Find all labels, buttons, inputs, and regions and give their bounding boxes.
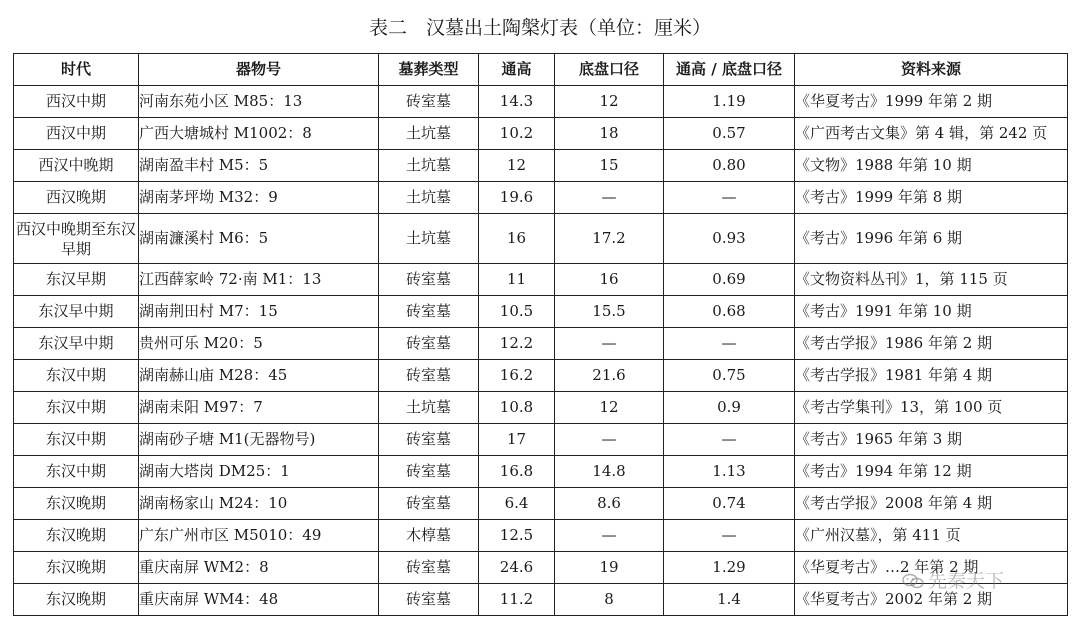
cell-ratio: 1.13 [664, 456, 795, 488]
cell-height: 24.6 [479, 552, 555, 584]
cell-source: 《考古》1996 年第 6 期 [795, 214, 1068, 264]
cell-tomb-type: 砖室墓 [379, 264, 479, 296]
pottery-lamp-table [13, 53, 1068, 616]
cell-source: 《考古学报》1981 年第 4 期 [795, 360, 1068, 392]
cell-artifact: 贵州可乐 M20：5 [139, 328, 379, 360]
table-title: 表二 汉墓出土陶槃灯表（单位：厘米） [368, 17, 711, 39]
cell-source: 《考古》1991 年第 10 期 [795, 296, 1068, 328]
cell-tomb-type: 砖室墓 [379, 360, 479, 392]
cell-ratio: 1.29 [664, 552, 795, 584]
cell-height: 10.2 [479, 118, 555, 150]
cell-tomb-type: 砖室墓 [379, 584, 479, 616]
cell-source: 《考古》1999 年第 8 期 [795, 182, 1068, 214]
cell-height: 11 [479, 264, 555, 296]
cell-artifact: 湖南荆田村 M7：15 [139, 296, 379, 328]
cell-ratio: — [664, 182, 795, 214]
cell-tomb-type: 砖室墓 [379, 86, 479, 118]
cell-height: 16.2 [479, 360, 555, 392]
cell-era: 西汉中晚期至东汉早期 [14, 214, 139, 264]
cell-era: 西汉晚期 [14, 182, 139, 214]
table-row [14, 118, 1068, 150]
cell-source: 《考古学报》1986 年第 2 期 [795, 328, 1068, 360]
cell-era: 东汉晚期 [14, 552, 139, 584]
cell-era: 东汉中期 [14, 424, 139, 456]
table-row [14, 552, 1068, 584]
cell-artifact: 湖南大塔岗 DM25：1 [139, 456, 379, 488]
cell-diameter: 12 [555, 392, 664, 424]
cell-source: 《考古学集刊》13，第 100 页 [795, 392, 1068, 424]
header-artifact-number: 器物号 [139, 54, 379, 86]
cell-ratio: 0.9 [664, 392, 795, 424]
cell-ratio: — [664, 328, 795, 360]
cell-ratio: 0.68 [664, 296, 795, 328]
cell-diameter: 19 [555, 552, 664, 584]
cell-diameter: 8.6 [555, 488, 664, 520]
cell-height: 12 [479, 150, 555, 182]
table-row [14, 182, 1068, 214]
cell-diameter: — [555, 424, 664, 456]
table-row [14, 328, 1068, 360]
cell-tomb-type: 砖室墓 [379, 424, 479, 456]
cell-height: 10.8 [479, 392, 555, 424]
cell-source: 《广西考古文集》第 4 辑，第 242 页 [795, 118, 1068, 150]
cell-ratio: 0.93 [664, 214, 795, 264]
cell-diameter: — [555, 520, 664, 552]
cell-artifact: 江西薛家岭 72·南 M1：13 [139, 264, 379, 296]
cell-artifact: 重庆南屏 WM2：8 [139, 552, 379, 584]
cell-diameter: — [555, 328, 664, 360]
cell-ratio: 1.19 [664, 86, 795, 118]
cell-ratio: 0.69 [664, 264, 795, 296]
cell-artifact: 湖南杨家山 M24：10 [139, 488, 379, 520]
table-row [14, 264, 1068, 296]
cell-diameter: 12 [555, 86, 664, 118]
cell-tomb-type: 木椁墓 [379, 520, 479, 552]
table-row [14, 86, 1068, 118]
header-era: 时代 [14, 54, 139, 86]
cell-era: 东汉晚期 [14, 488, 139, 520]
cell-ratio: 0.75 [664, 360, 795, 392]
cell-artifact: 河南东苑小区 M85：13 [139, 86, 379, 118]
cell-diameter: — [555, 182, 664, 214]
cell-diameter: 14.8 [555, 456, 664, 488]
cell-tomb-type: 土坑墓 [379, 182, 479, 214]
cell-source: 《文物》1988 年第 10 期 [795, 150, 1068, 182]
cell-height: 17 [479, 424, 555, 456]
cell-tomb-type: 砖室墓 [379, 552, 479, 584]
cell-diameter: 8 [555, 584, 664, 616]
cell-era: 东汉早中期 [14, 328, 139, 360]
cell-tomb-type: 土坑墓 [379, 392, 479, 424]
table-row [14, 488, 1068, 520]
cell-ratio: 0.80 [664, 150, 795, 182]
cell-diameter: 15 [555, 150, 664, 182]
cell-ratio: — [664, 520, 795, 552]
cell-era: 西汉中晚期 [14, 150, 139, 182]
cell-source: 《华夏考古》2002 年第 2 期 [795, 584, 1068, 616]
cell-source: 《华夏考古》…2 年第 2 期 [795, 552, 1068, 584]
cell-ratio: 0.74 [664, 488, 795, 520]
cell-source: 《考古学报》2008 年第 4 期 [795, 488, 1068, 520]
cell-height: 16.8 [479, 456, 555, 488]
cell-source: 《广州汉墓》，第 411 页 [795, 520, 1068, 552]
cell-diameter: 15.5 [555, 296, 664, 328]
table-row [14, 584, 1068, 616]
cell-height: 14.3 [479, 86, 555, 118]
cell-artifact: 湖南赫山庙 M28：45 [139, 360, 379, 392]
cell-diameter: 18 [555, 118, 664, 150]
cell-diameter: 16 [555, 264, 664, 296]
header-row [14, 54, 1068, 86]
header-tomb-type: 墓葬类型 [379, 54, 479, 86]
cell-ratio: 0.57 [664, 118, 795, 150]
table-row [14, 392, 1068, 424]
cell-height: 10.5 [479, 296, 555, 328]
cell-artifact: 湖南盈丰村 M5：5 [139, 150, 379, 182]
cell-era: 西汉中期 [14, 86, 139, 118]
cell-height: 16 [479, 214, 555, 264]
header-base-diameter: 底盘口径 [555, 54, 664, 86]
cell-source: 《考古》1965 年第 3 期 [795, 424, 1068, 456]
cell-era: 东汉中期 [14, 456, 139, 488]
cell-height: 19.6 [479, 182, 555, 214]
cell-era: 东汉中期 [14, 360, 139, 392]
cell-height: 6.4 [479, 488, 555, 520]
cell-source: 《华夏考古》1999 年第 2 期 [795, 86, 1068, 118]
cell-tomb-type: 砖室墓 [379, 328, 479, 360]
cell-source: 《考古》1994 年第 12 期 [795, 456, 1068, 488]
cell-artifact: 湖南茅坪坳 M32：9 [139, 182, 379, 214]
cell-tomb-type: 土坑墓 [379, 118, 479, 150]
cell-diameter: 21.6 [555, 360, 664, 392]
table-row [14, 360, 1068, 392]
cell-diameter: 17.2 [555, 214, 664, 264]
table-row [14, 520, 1068, 552]
cell-artifact: 广西大塘城村 M1002：8 [139, 118, 379, 150]
cell-artifact: 广东广州市区 M5010：49 [139, 520, 379, 552]
table-row [14, 150, 1068, 182]
header-source: 资料来源 [795, 54, 1068, 86]
cell-era: 东汉晚期 [14, 520, 139, 552]
cell-source: 《文物资料丛刊》1，第 115 页 [795, 264, 1068, 296]
cell-height: 12.2 [479, 328, 555, 360]
cell-ratio: — [664, 424, 795, 456]
cell-tomb-type: 砖室墓 [379, 296, 479, 328]
table-row [14, 424, 1068, 456]
header-height-ratio: 通高 / 底盘口径 [664, 54, 795, 86]
cell-era: 西汉中期 [14, 118, 139, 150]
cell-artifact: 湖南濂溪村 M6：5 [139, 214, 379, 264]
header-total-height: 通高 [479, 54, 555, 86]
watermark-text: 先秦天下 [928, 570, 1005, 592]
cell-height: 11.2 [479, 584, 555, 616]
cell-era: 东汉早期 [14, 264, 139, 296]
cell-era: 东汉晚期 [14, 584, 139, 616]
cell-artifact: 湖南耒阳 M97：7 [139, 392, 379, 424]
table-row [14, 456, 1068, 488]
cell-era: 东汉中期 [14, 392, 139, 424]
cell-height: 12.5 [479, 520, 555, 552]
cell-artifact: 重庆南屏 WM4：48 [139, 584, 379, 616]
cell-tomb-type: 砖室墓 [379, 456, 479, 488]
cell-era: 东汉早中期 [14, 296, 139, 328]
cell-artifact: 湖南砂子塘 M1(无器物号) [139, 424, 379, 456]
table-row [14, 296, 1068, 328]
cell-tomb-type: 土坑墓 [379, 214, 479, 264]
cell-tomb-type: 砖室墓 [379, 488, 479, 520]
cell-tomb-type: 土坑墓 [379, 150, 479, 182]
cell-ratio: 1.4 [664, 584, 795, 616]
table-row [14, 214, 1068, 264]
